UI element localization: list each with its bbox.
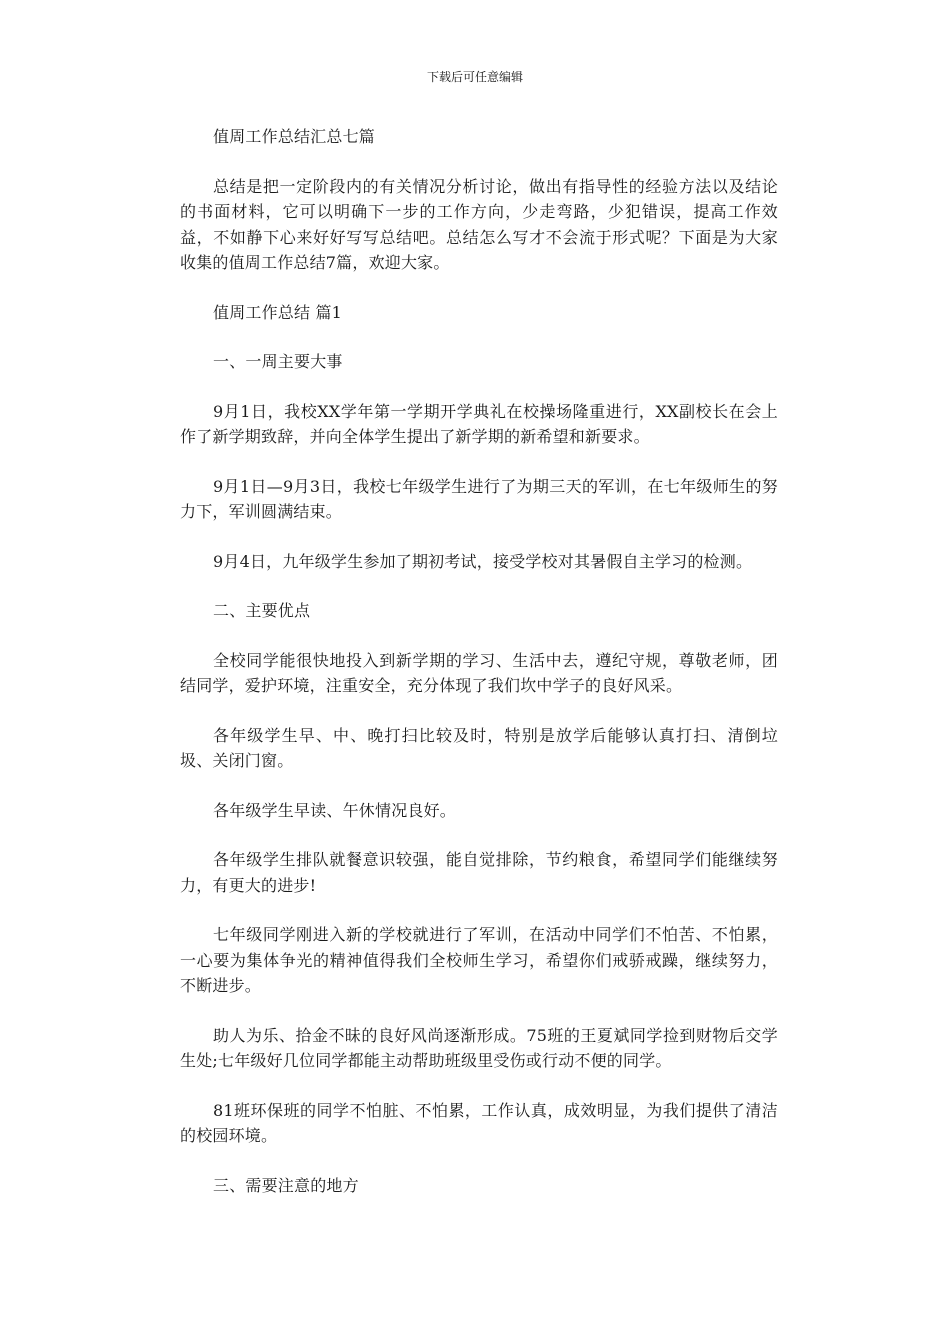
strength-paragraph: 各年级学生早、中、晚打扫比较及时，特别是放学后能够认真打扫、清倒垃圾、关闭门窗。 bbox=[180, 725, 778, 770]
header-note: 下载后可任意编辑 bbox=[426, 70, 523, 84]
intro-paragraph: 总结是把一定阶段内的有关情况分析讨论，做出有指导性的经验方法以及结论的书面材料，它可以明确下一步的工作方向，少走弯路，少犯错误，提高工作效益，不如静下心来好好写写总结吧。总结怎么写才不会流于形式呢？下面是为大家收集的值周工作总结7篇，欢迎大家。 bbox=[180, 176, 778, 272]
strength-paragraph: 助人为乐、拾金不昧的良好风尚逐渐形成。75班的王夏斌同学捡到财物后交学生处;七年级好几位同学都能主动帮助班级里受伤或行动不便的同学。 bbox=[180, 1025, 778, 1070]
heading-major-events: 一、一周主要大事 bbox=[213, 352, 343, 371]
strength-paragraph: 各年级学生早读、午休情况良好。 bbox=[213, 800, 457, 820]
heading-attention-points: 三、需要注意的地方 bbox=[213, 1175, 359, 1195]
section-title: 值周工作总结 篇1 bbox=[213, 302, 343, 322]
heading-strengths: 二、主要优点 bbox=[213, 601, 311, 620]
document-title: 值周工作总结汇总七篇 bbox=[213, 127, 376, 146]
strength-paragraph: 七年级同学刚进入新的学校就进行了军训，在活动中同学们不怕苦、不怕累，一心要为集体争光的精神值得我们全校师生学习，希望你们戒骄戒躁，继续努力，不断进步。 bbox=[180, 925, 778, 995]
strength-paragraph: 全校同学能很快地投入到新学期的学习、生活中去，遵纪守规，尊敬老师，团结同学，爱护环境，注重安全，充分体现了我们坎中学子的良好风采。 bbox=[180, 650, 778, 695]
document-body bbox=[180, 124, 778, 1198]
event-paragraph: 9月4日，九年级学生参加了期初考试，接受学校对其暑假自主学习的检测。 bbox=[213, 551, 753, 571]
event-paragraph: 9月1日—9月3日，我校七年级学生进行了为期三天的军训，在七年级师生的努力下，军训圆满结束。 bbox=[180, 476, 778, 521]
strength-paragraph: 81班环保班的同学不怕脏、不怕累，工作认真，成效明显，为我们提供了清洁的校园环境。 bbox=[180, 1100, 778, 1145]
event-paragraph: 9月1日，我校XX学年第一学期开学典礼在校操场隆重进行，XX副校长在会上作了新学期致辞，并向全体学生提出了新学期的新希望和新要求。 bbox=[180, 401, 778, 446]
strength-paragraph: 各年级学生排队就餐意识较强，能自觉排除，节约粮食，希望同学们能继续努力，有更大的进步! bbox=[180, 850, 778, 895]
